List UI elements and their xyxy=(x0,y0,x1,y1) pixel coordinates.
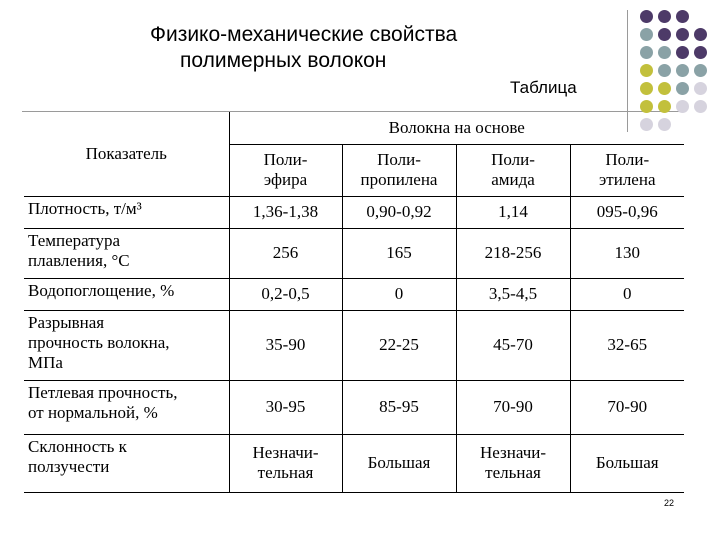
value-cell: 0 xyxy=(570,278,684,310)
value-cell: 256 xyxy=(229,228,342,278)
slide-title xyxy=(150,22,550,74)
value-cell: 35-90 xyxy=(229,310,342,380)
value-cell: 32-65 xyxy=(570,310,684,380)
table-row xyxy=(24,228,684,278)
value-cell: 85-95 xyxy=(342,380,456,434)
row-label-cell: Водопоглощение, % xyxy=(24,278,229,310)
decor-dot xyxy=(640,64,653,77)
row-label-cell: Склонность к ползучести xyxy=(24,434,229,492)
value-cell: 22-25 xyxy=(342,310,456,380)
column-header-cell: Поли- пропилена xyxy=(342,144,456,196)
decor-dot xyxy=(676,64,689,77)
decor-dot xyxy=(658,10,671,23)
row-label-cell: Температура плавления, °С xyxy=(24,228,229,278)
table-row xyxy=(24,434,684,492)
row-label-cell: Петлевая прочность, от нормальной, % xyxy=(24,380,229,434)
decor-dot xyxy=(694,46,707,59)
value-cell: 095-0,96 xyxy=(570,196,684,228)
title-line-2: полимерных волокон xyxy=(180,49,387,72)
value-cell: 0 xyxy=(342,278,456,310)
decor-dot xyxy=(694,100,707,113)
table-row xyxy=(24,380,684,434)
group-header-cell: Волокна на основе xyxy=(229,112,684,144)
value-cell: 130 xyxy=(570,228,684,278)
decor-dot xyxy=(676,82,689,95)
decor-dot xyxy=(658,82,671,95)
page-number: 22 xyxy=(664,498,675,508)
decor-dot xyxy=(658,46,671,59)
value-cell: 70-90 xyxy=(570,380,684,434)
properties-table xyxy=(24,112,684,493)
value-cell: Незначи- тельная xyxy=(456,434,570,492)
column-header-cell: Поли- этилена xyxy=(570,144,684,196)
decor-dot xyxy=(676,28,689,41)
value-cell: 165 xyxy=(342,228,456,278)
row-label-cell: Плотность, т/м³ xyxy=(24,196,229,228)
decor-dot xyxy=(694,28,707,41)
value-cell: 1,36-1,38 xyxy=(229,196,342,228)
row-header-cell: Показатель xyxy=(24,112,229,196)
value-cell: 1,14 xyxy=(456,196,570,228)
value-cell: 0,90-0,92 xyxy=(342,196,456,228)
decor-dot xyxy=(640,82,653,95)
table-row xyxy=(24,278,684,310)
value-cell: 0,2-0,5 xyxy=(229,278,342,310)
decor-dot xyxy=(676,46,689,59)
decor-dot xyxy=(658,28,671,41)
table-row xyxy=(24,196,684,228)
decor-dot xyxy=(676,10,689,23)
value-cell: Незначи- тельная xyxy=(229,434,342,492)
decor-dot xyxy=(640,10,653,23)
decor-dot xyxy=(640,28,653,41)
decor-dot xyxy=(694,82,707,95)
value-cell: Большая xyxy=(342,434,456,492)
row-label-cell: Разрывная прочность волокна, МПа xyxy=(24,310,229,380)
table-row xyxy=(24,310,684,380)
table-caption: Таблица xyxy=(510,78,577,97)
value-cell: 30-95 xyxy=(229,380,342,434)
value-cell: 218-256 xyxy=(456,228,570,278)
decor-dot xyxy=(658,64,671,77)
decor-dot xyxy=(694,64,707,77)
title-line-1: Физико-механические свойства xyxy=(150,23,458,46)
decor-dot xyxy=(640,46,653,59)
value-cell: 45-70 xyxy=(456,310,570,380)
value-cell: 70-90 xyxy=(456,380,570,434)
value-cell: 3,5-4,5 xyxy=(456,278,570,310)
column-header-cell: Поли- эфира xyxy=(229,144,342,196)
value-cell: Большая xyxy=(570,434,684,492)
column-header-cell: Поли- амида xyxy=(456,144,570,196)
